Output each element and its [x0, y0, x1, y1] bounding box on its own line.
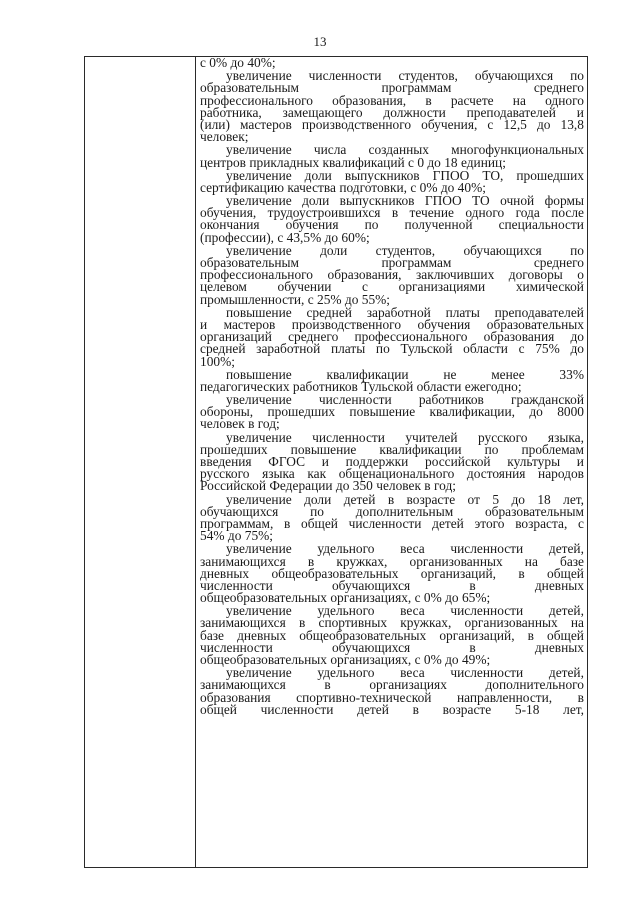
- text-line: введения ФГОС и поддержки российской культуры и: [200, 454, 584, 469]
- text-line: образования спортивно-технической направленности, в: [200, 689, 584, 705]
- text-line: прошедших повышение квалификации по проблемам: [200, 441, 584, 457]
- text-line: целевом обучении с организациями химической: [200, 279, 584, 295]
- text-line: увеличение доли студентов, обучающихся по: [226, 242, 584, 258]
- text-line: сертификацию качества подготовки, с 0% до 40%;: [200, 179, 486, 195]
- text-line: образовательным программам среднего: [200, 80, 584, 96]
- column-divider: [195, 56, 196, 868]
- text-line: увеличение численности работников гражданской: [226, 392, 584, 408]
- text-line: повышение квалификации не менее 33%: [226, 366, 584, 382]
- text-line: увеличение численности студентов, обучающихся по: [226, 68, 584, 84]
- text-line: с 0% до 40%;: [200, 55, 276, 70]
- text-line: общеобразовательных организациях, с 0% до 65%;: [200, 590, 491, 606]
- text-line: 54% до 75%;: [200, 528, 274, 544]
- text-line: обучения, трудоустроившихся в течение одного года после: [200, 205, 584, 221]
- text-line: 100%;: [200, 353, 235, 369]
- text-line: общеобразовательных организациях, с 0% до 49%;: [200, 652, 491, 667]
- text-line: работника, замещающего должности преподавателей и: [200, 104, 584, 120]
- text-line: профессионального образования, заключивших договоры о: [200, 267, 584, 283]
- text-line: численности обучающихся в дневных: [200, 639, 584, 655]
- text-line: средней заработной платы по Тульской области с 75% до: [200, 341, 584, 357]
- text-line: и мастеров производственного обучения образовательных: [200, 316, 584, 332]
- text-line: дневных общеобразовательных организаций, в общей: [200, 565, 584, 581]
- page-number: 13: [313, 34, 327, 49]
- text-line: (профессии), с 43,5% до 60%;: [200, 229, 370, 245]
- text-line: русского языка как общенационального достояния народов: [200, 466, 584, 482]
- text-line: занимающихся в организациях дополнительного: [200, 677, 584, 693]
- text-line: человек в год;: [200, 416, 280, 432]
- text-line: педагогических работников Тульской области ежегодно;: [200, 378, 522, 394]
- text-line: образовательным программам среднего: [200, 255, 584, 270]
- text-line: увеличение доли выпускников ГПОО ТО, прошедших: [226, 167, 584, 183]
- text-line: профессионального образования, в расчете на одного: [200, 92, 584, 108]
- text-line: увеличение доли выпускников ГПОО ТО очной формы: [226, 193, 584, 209]
- text-line: общей численности детей в возрасте 5-18 лет,: [200, 701, 584, 717]
- text-line: численности обучающихся в дневных: [200, 577, 584, 593]
- text-line: обороны, прошедших повышение квалификации, до 8000: [200, 404, 584, 420]
- text-line: организаций среднего профессионального образования до: [200, 329, 584, 345]
- text-line: увеличение доли детей в возрасте от 5 до 18 лет,: [226, 491, 584, 507]
- table-content-cell: [200, 57, 584, 716]
- text-line: промышленности, с 25% до 55%;: [200, 291, 391, 307]
- text-line: занимающихся в кружках, организованных на базе: [200, 553, 584, 569]
- text-line: увеличение удельного веса численности детей,: [226, 603, 584, 619]
- text-line: увеличение численности учителей русского языка,: [226, 429, 584, 445]
- text-line: повышение средней заработной платы преподавателей: [226, 304, 584, 320]
- text-line: Российской Федерации до 350 человек в год;: [200, 478, 456, 494]
- text-line: занимающихся в спортивных кружках, организованных на: [200, 615, 584, 631]
- text-line: (или) мастеров производственного обучения, с 12,5 до 13,8: [200, 116, 584, 132]
- text-line: увеличение удельного веса численности детей,: [226, 541, 584, 557]
- text-line: центров прикладных квалификаций с 0 до 18 единиц;: [200, 154, 506, 170]
- text-line: базе дневных общеобразовательных организаций, в общей: [200, 627, 584, 643]
- text-line: увеличение числа созданных многофункциональных: [226, 142, 584, 158]
- text-line: обучающихся по дополнительным образовательным: [200, 503, 584, 519]
- text-line: окончания обучения по полученной специальности: [200, 217, 584, 233]
- text-line: увеличение удельного веса численности детей,: [226, 665, 584, 681]
- text-line: программам, в общей численности детей этого возраста, с: [200, 515, 584, 531]
- text-line: человек;: [200, 129, 249, 145]
